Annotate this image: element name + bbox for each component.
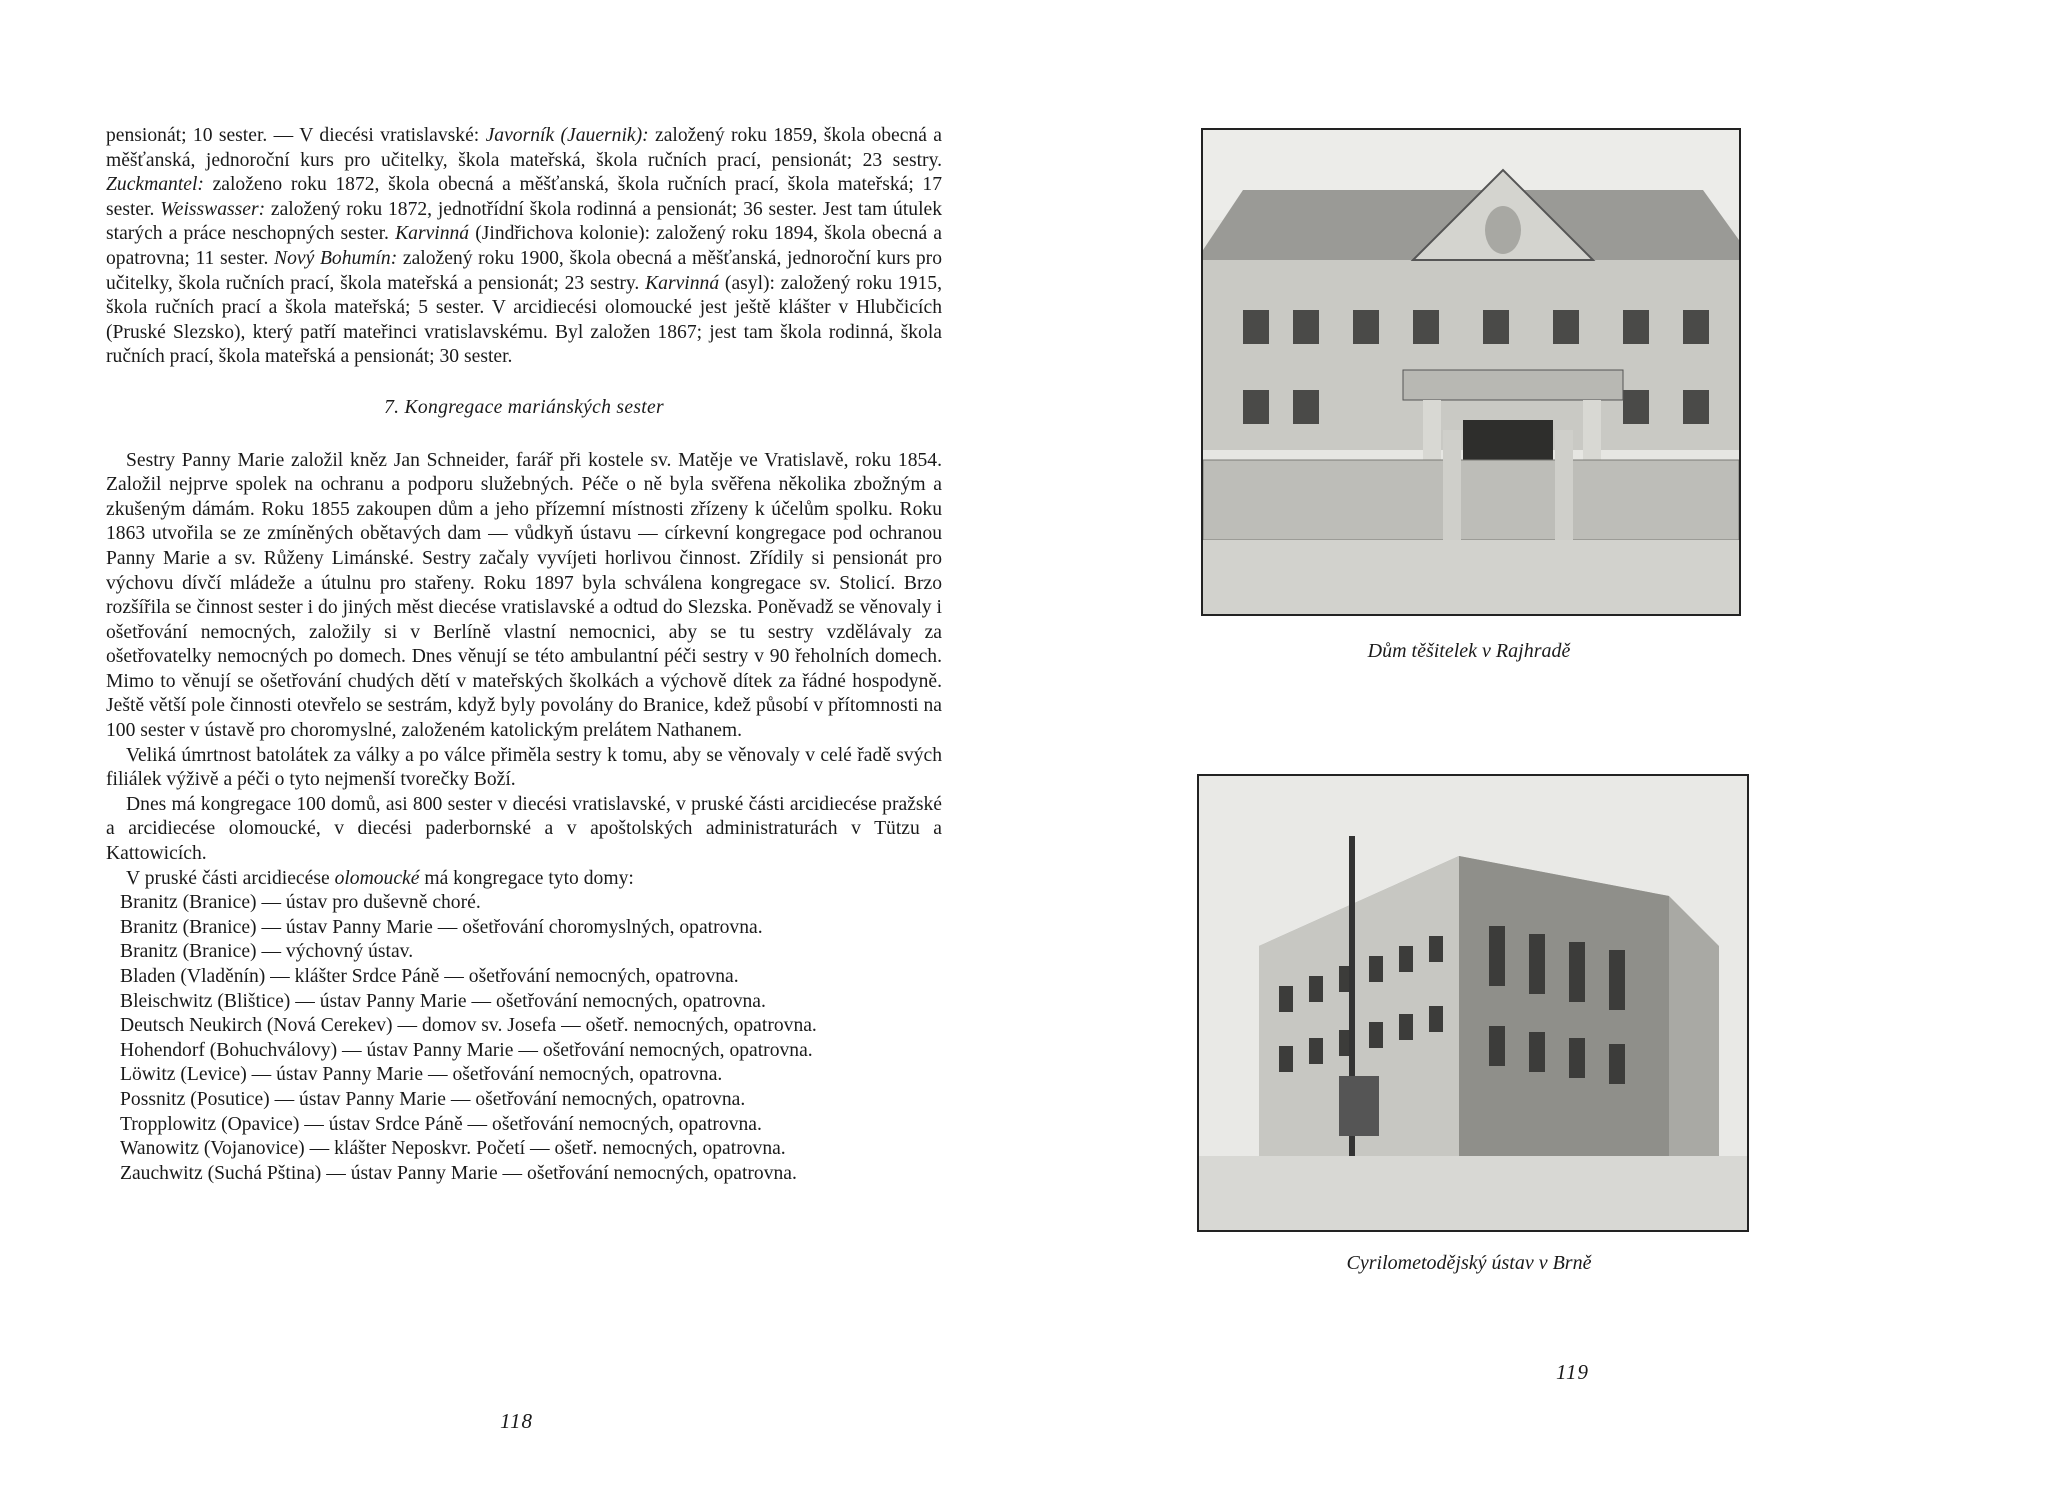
p1-text-5: (Jindřichova kolonie): založený roku 1894, škola obecná a opatrovna; 11 sester.: [106, 223, 943, 269]
right-page: [1029, 0, 2058, 1500]
list-item: Zauchwitz (Suchá Pština) — ústav Panny Marie — ošetřování nemocných, opatrovna.: [120, 1162, 797, 1184]
place-javornik: Javorník (Jauernik):: [485, 125, 649, 146]
place-karvinna-2: Karvinná: [645, 272, 720, 294]
p5-text-1: V pruské části arcidiecése: [126, 867, 335, 889]
list-item: Wanowitz (Vojanovice) — klášter Neposkvr. Početí — ošetř. nemocných, opatrovna.: [120, 1138, 786, 1160]
p1-text-4: založený roku 1872, jednotřídní škola rodinná a pensionát; 36 sester. Jest tam útulek starých a práce neschopných sester.: [106, 198, 943, 245]
p5-italic: olomoucké: [334, 867, 420, 889]
list-item: Tropplowitz (Opavice) — ústav Srdce Páně — ošetřování nemocných, opatrovna.: [120, 1113, 762, 1135]
list-item: Branitz (Branice) — ústav Panny Marie — ošetřování choromyslných, opatrovna.: [120, 916, 763, 938]
p5-text-2: má kongregace tyto domy:: [419, 867, 634, 889]
list-item: Branitz (Branice) — ústav pro duševně choré.: [120, 892, 481, 914]
p1-text-1: pensionát; 10 sester. — V diecési vratislavské:: [106, 125, 486, 146]
paragraph-5: [106, 867, 942, 892]
caption-photo-2: Cyrilometodějský ústav v Brně: [1346, 1252, 1592, 1274]
caption-photo-1: Dům těšitelek v Rajhradě: [1367, 640, 1571, 662]
building-illustration-2: [1199, 776, 1747, 1230]
p1-text-2: založený roku 1859, škola obecná a měšťanská, jednoroční kurs pro učitelky, škola mateřská, škola ručních prací, pensionát; 23 sestry.: [106, 125, 942, 171]
list-item: Possnitz (Posutice) — ústav Panny Marie — ošetřování nemocných, opatrovna.: [120, 1088, 746, 1110]
photo-rajhrad-building: [1201, 128, 1741, 616]
list-item: Bladen (Vladěnín) — klášter Srdce Páně — ošetřování nemocných, opatrovna.: [120, 966, 739, 987]
page-number-right: 119: [1556, 1360, 1589, 1384]
list-item: Hohendorf (Bohuchválovy) — ústav Panny Marie — ošetřování nemocných, opatrovna.: [120, 1039, 813, 1061]
place-weisswasser: Weisswasser:: [160, 198, 266, 220]
building-illustration-1: [1203, 130, 1739, 614]
place-novy-bohumin: Nový Bohumín:: [274, 247, 398, 269]
list-item: Branitz (Branice) — výchovný ústav.: [120, 941, 414, 963]
house-list: [106, 891, 942, 1186]
section-heading: 7. Kongregace mariánských sester: [384, 396, 664, 418]
photo-brno-building: [1197, 774, 1749, 1232]
list-item: Deutsch Neukirch (Nová Cerekev) — domov sv. Josefa — ošetř. nemocných, opatrovna.: [120, 1015, 817, 1037]
paragraph-1: [106, 124, 942, 370]
page-number-left: 118: [500, 1409, 533, 1433]
list-item: Löwitz (Levice) — ústav Panny Marie — ošetřování nemocných, opatrovna.: [120, 1064, 723, 1086]
paragraph-4: Dnes má kongregace 100 domů, asi 800 sester v diecési vratislavské, v pruské části arcidiecése pražské a arcidiecése olomoucké, v diecési paderbornské a v apoštolských administraturách v Tützu a Kattowicích.: [106, 793, 942, 865]
paragraph-3: Veliká úmrtnost batolátek za války a po válce přiměla sestry k tomu, aby se věnovaly v celé řadě svých filiálek výživě a péči o tyto nejmenší tvorečky Boží.: [106, 744, 942, 791]
p1-text-7: (asyl): založený roku 1915, škola ručních prací a škola mateřská; 5 sester. V arcidiecési olomoucké jest ještě klášter v Hlubčicích (Pruské Slezsko), který patří mateřinci vratislavskému. Byl založen 1867; jest tam škola rodinná, škola ručních prací, škola mateřská a pensionát; 30 sester.: [106, 272, 942, 368]
list-item: Bleischwitz (Blištice) — ústav Panny Marie — ošetřování nemocných, opatrovna.: [120, 990, 766, 1012]
text-column: [106, 124, 942, 1186]
paragraph-2: Sestry Panny Marie založil kněz Jan Schneider, farář při kostele sv. Matěje ve Vratislavě, roku 1854. Založil nejprve spolek na ochranu a podporu služebných. Péče o ně byla svěřena několika zbožným a zkušeným dámám. Roku 1855 zakoupen dům a jeho přízemní místnosti zřízeny k účelům spolku. Roku 1863 utvořila se ze zmíněných obětavých dam — vůdkyň ústavu — církevní kongregace pod ochranou Panny Marie a sv. Růženy Limánské. Sestry začaly vyvíjeti horlivou činnost. Zřídily si pensionát pro výchovu dívčí mládeže a útulnu pro stařeny. Roku 1897 byla schválena kongregace sv. Stolicí. Brzo rozšířila se činnost sester i do jiných měst diecése vratislavské a odtud do Slezska. Poněvadž se věnovaly i ošetřování nemocných, založily si v Berlíně vlastní nemocnici, aby se tu sestry vzdělávaly za ošetřovatelky nemocných po domech. Dnes věnují se této ambulantní péči sestry v 90 řeholních domech. Mimo to věnují se ošetřování chudých dětí v mateřských školkách a výchově dítek za řádné hospodyně. Ještě větší pole činnosti otevřelo se sestrám, když byly povolány do Branice, kdež působí v přítomnosti na 100 sester v ústavě pro choromyslné, založeném katolickým prelátem Nathanem.: [106, 449, 942, 742]
place-zuckmantel: Zuckmantel:: [106, 174, 204, 196]
place-karvinna-1: Karvinná: [395, 223, 470, 245]
p1-text-3: založeno roku 1872, škola obecná a měšťanská, škola ručních prací, škola mateřská; 17 sester.: [106, 174, 942, 220]
p1-text-6: založený roku 1900, škola obecná a měšťanská, jednoroční kurs pro učitelky, škola ručních prací, škola mateřská a pensionát; 23 sestry.: [106, 247, 942, 294]
